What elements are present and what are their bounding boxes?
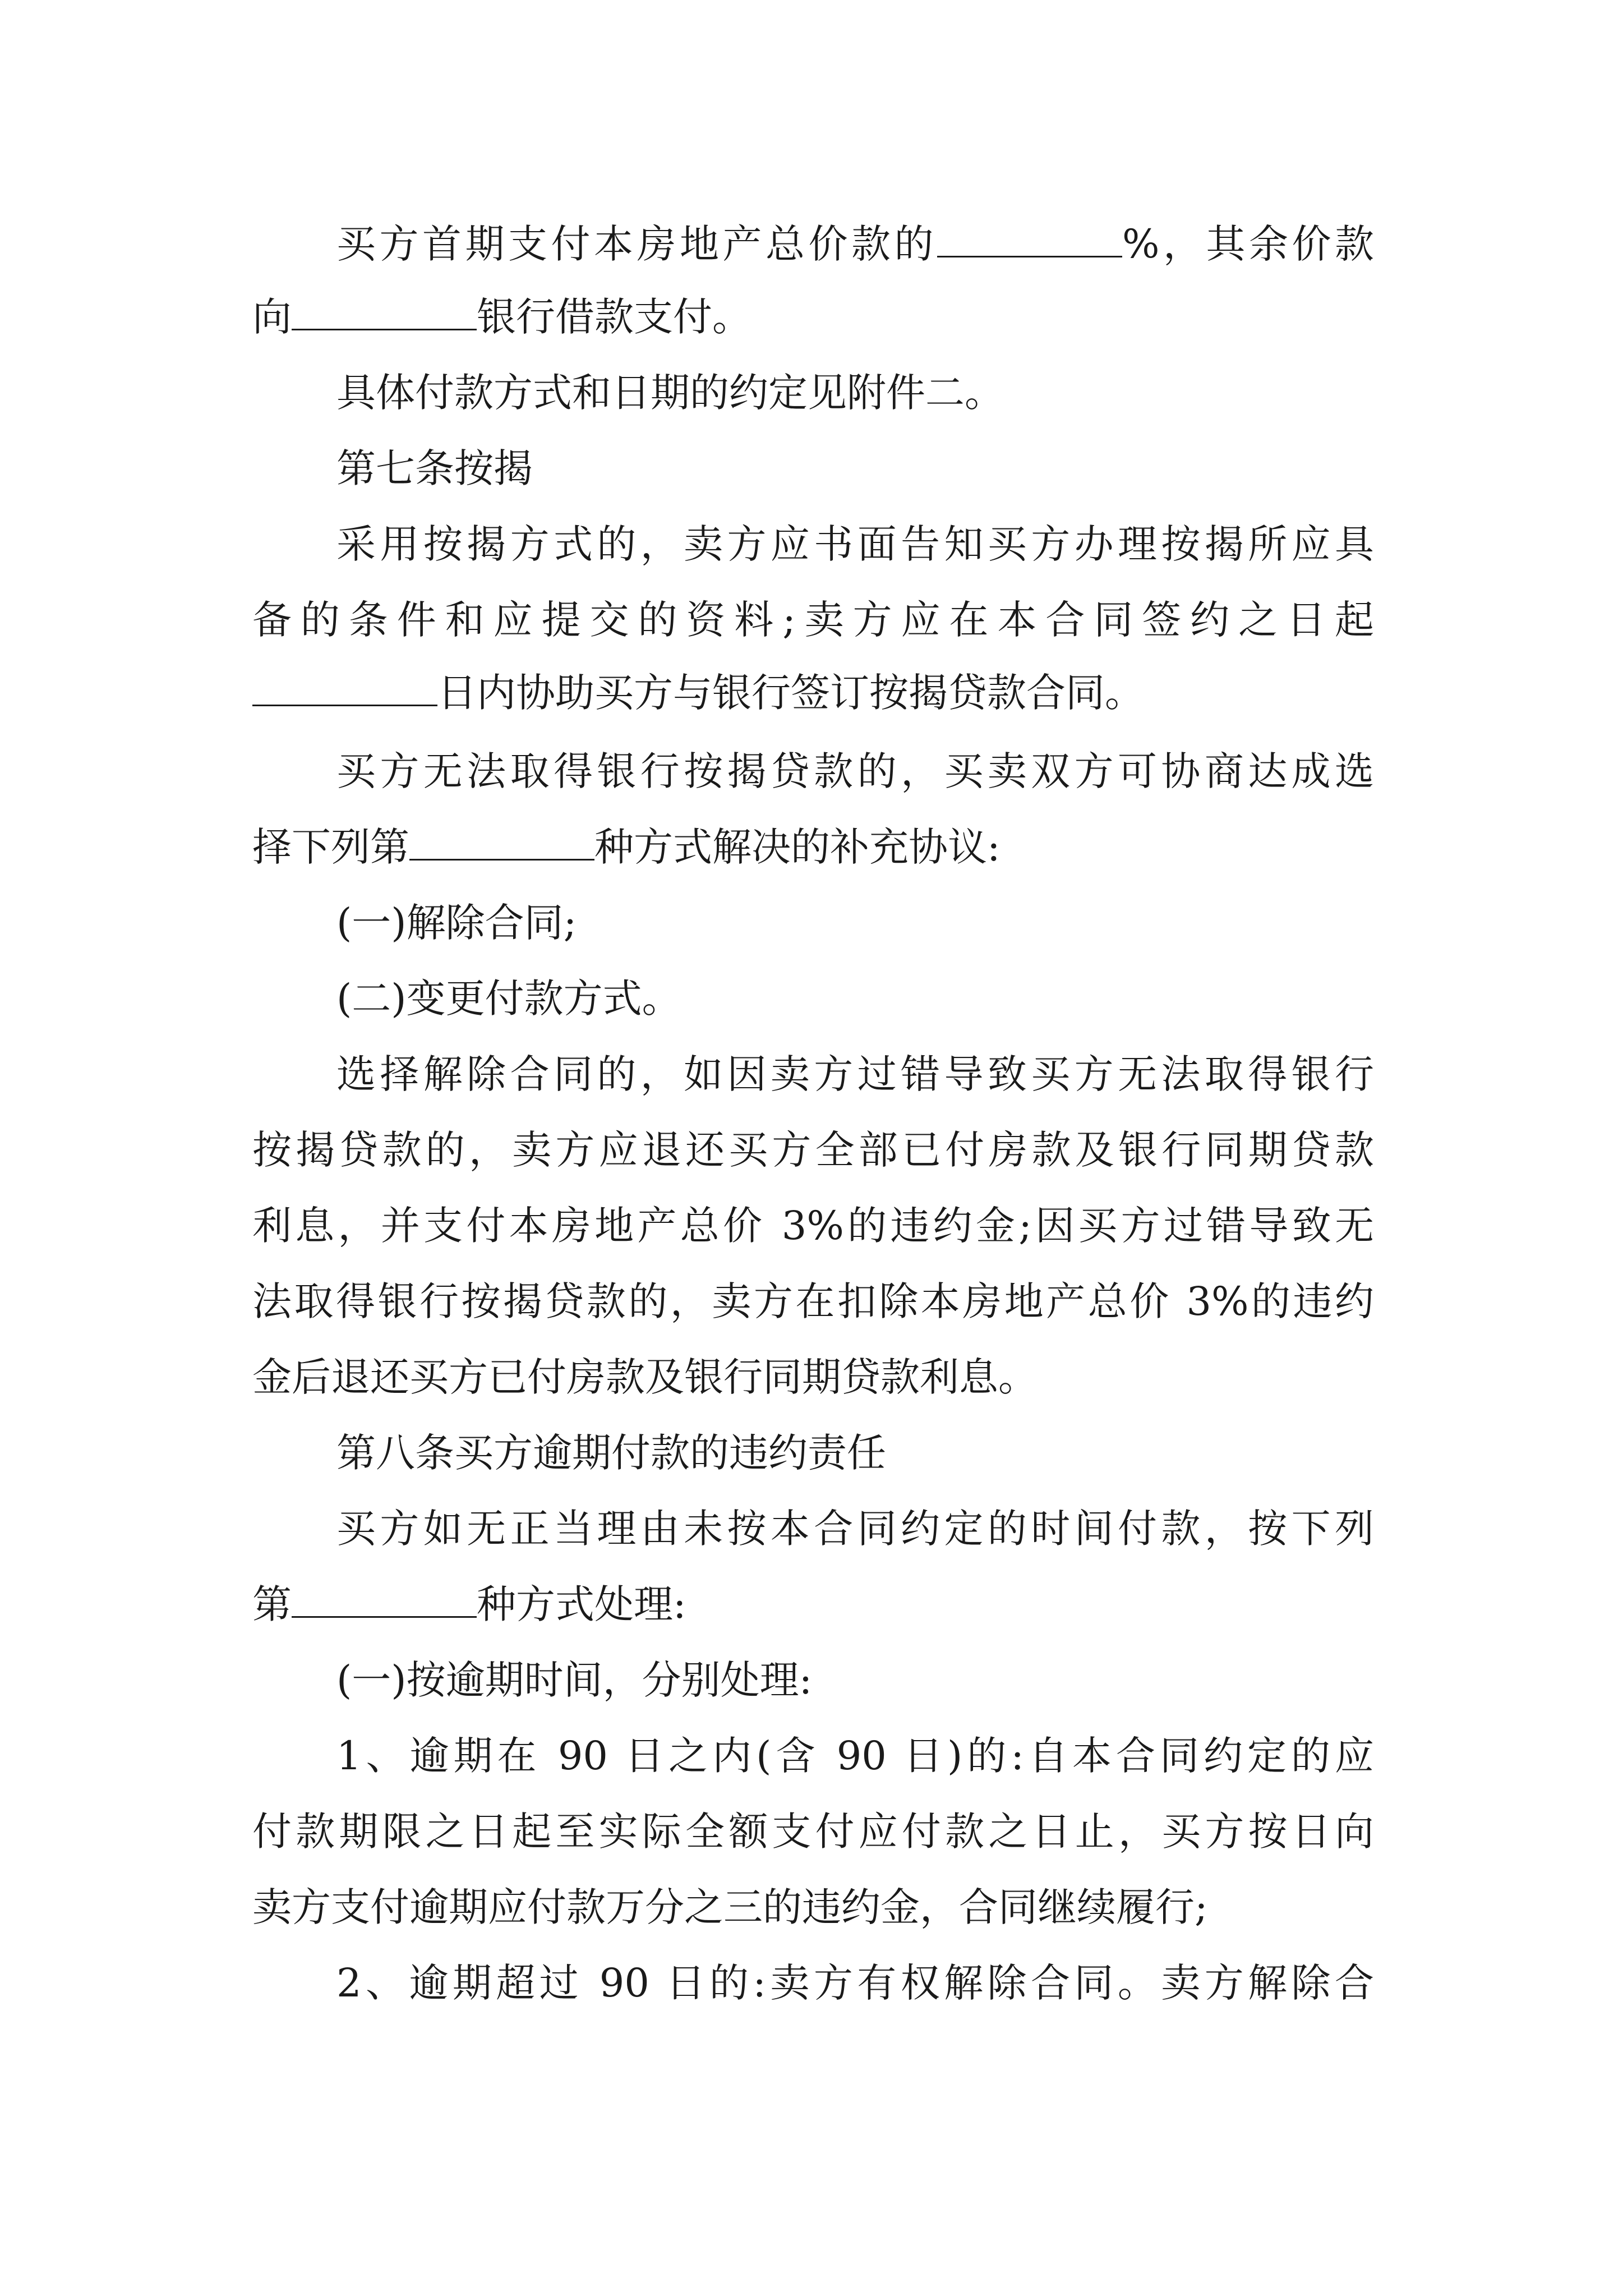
paragraph-line — [336, 1955, 1374, 2011]
text-segment: 备的条件和应提交的资料;卖方应在本合同签约之日起 — [252, 597, 1374, 643]
text-segment: 付款期限之日起至实际全额支付应付款之日止，买方按日向 — [252, 1809, 1374, 1855]
text-segment: 选择解除合同的，如因卖方过错导致买方无法取得银行 — [336, 1051, 1374, 1097]
text-segment: 利息，并支付本房地产总价 3%的违约金;因买方过错导致无 — [252, 1203, 1374, 1249]
paragraph-line — [336, 216, 1374, 272]
text-segment: (一)解除合同; — [336, 900, 577, 946]
text-segment: 买方首期支付本房地产总价款的 — [336, 221, 937, 267]
text-segment: 第 — [252, 1581, 292, 1627]
text-segment: 采用按揭方式的，卖方应书面告知买方办理按揭所应具 — [336, 521, 1374, 567]
section-heading — [336, 440, 1374, 496]
paragraph-line — [252, 665, 1374, 721]
paragraph-line — [336, 1046, 1374, 1102]
text-segment: 日内协助买方与银行签订按揭贷款合同。 — [437, 670, 1144, 716]
text-segment: 卖方支付逾期应付款万分之三的违约金，合同继续履行; — [252, 1884, 1208, 1930]
paragraph-line — [252, 1122, 1374, 1178]
fill-in-blank[interactable] — [292, 1581, 477, 1618]
text-segment: 2、逾期超过 90 日的:卖方有权解除合同。卖方解除合 — [336, 1960, 1374, 2006]
text-segment: (一)按逾期时间，分别处理: — [336, 1657, 813, 1703]
paragraph-line — [252, 1198, 1374, 1254]
paragraph-line — [336, 516, 1374, 572]
text-segment: 择下列第 — [252, 824, 409, 870]
text-segment: 按揭贷款的，卖方应退还买方全部已付房款及银行同期贷款 — [252, 1127, 1374, 1173]
fill-in-blank[interactable] — [409, 824, 594, 861]
text-segment: 金后退还买方已付房款及银行同期贷款利息。 — [252, 1354, 1038, 1400]
fill-in-blank[interactable] — [292, 294, 477, 330]
list-item — [336, 895, 1374, 951]
text-segment: 具体付款方式和日期的约定见附件二。 — [336, 370, 1004, 416]
text-segment: 种方式解决的补充协议: — [594, 824, 1000, 870]
paragraph-line — [336, 1501, 1374, 1557]
paragraph-line — [252, 289, 1374, 345]
text-segment: 1、逾期在 90 日之内(含 90 日)的:自本合同约定的应 — [336, 1733, 1374, 1779]
paragraph-line — [252, 1879, 1374, 1935]
paragraph-line — [336, 1728, 1374, 1784]
text-segment: 买方如无正当理由未按本合同约定的时间付款，按下列 — [336, 1506, 1374, 1552]
text-segment: (二)变更付款方式。 — [336, 976, 681, 1022]
list-item — [336, 970, 1374, 1027]
text-segment: 第八条买方逾期付款的违约责任 — [336, 1430, 886, 1476]
paragraph-line — [252, 592, 1374, 648]
text-segment: 银行借款支付。 — [477, 294, 751, 340]
fill-in-blank[interactable] — [937, 221, 1122, 257]
paragraph-line — [252, 1576, 1374, 1632]
section-heading — [336, 1425, 1374, 1481]
text-segment: 买方无法取得银行按揭贷款的，买卖双方可协商达成选 — [336, 748, 1374, 794]
paragraph-line — [336, 365, 1374, 421]
text-segment: 向 — [252, 294, 292, 340]
list-item — [336, 1652, 1374, 1708]
paragraph-line — [252, 1803, 1374, 1860]
fill-in-blank[interactable] — [252, 670, 437, 706]
text-segment: 法取得银行按揭贷款的，卖方在扣除本房地产总价 3%的违约 — [252, 1278, 1374, 1324]
text-segment: %，其余价款 — [1122, 221, 1375, 267]
text-segment: 种方式处理: — [477, 1581, 686, 1627]
paragraph-line — [252, 1273, 1374, 1329]
text-segment: 第七条按揭 — [336, 445, 533, 491]
paragraph-line — [252, 819, 1374, 875]
paragraph-line — [336, 743, 1374, 799]
paragraph-line — [252, 1349, 1374, 1405]
